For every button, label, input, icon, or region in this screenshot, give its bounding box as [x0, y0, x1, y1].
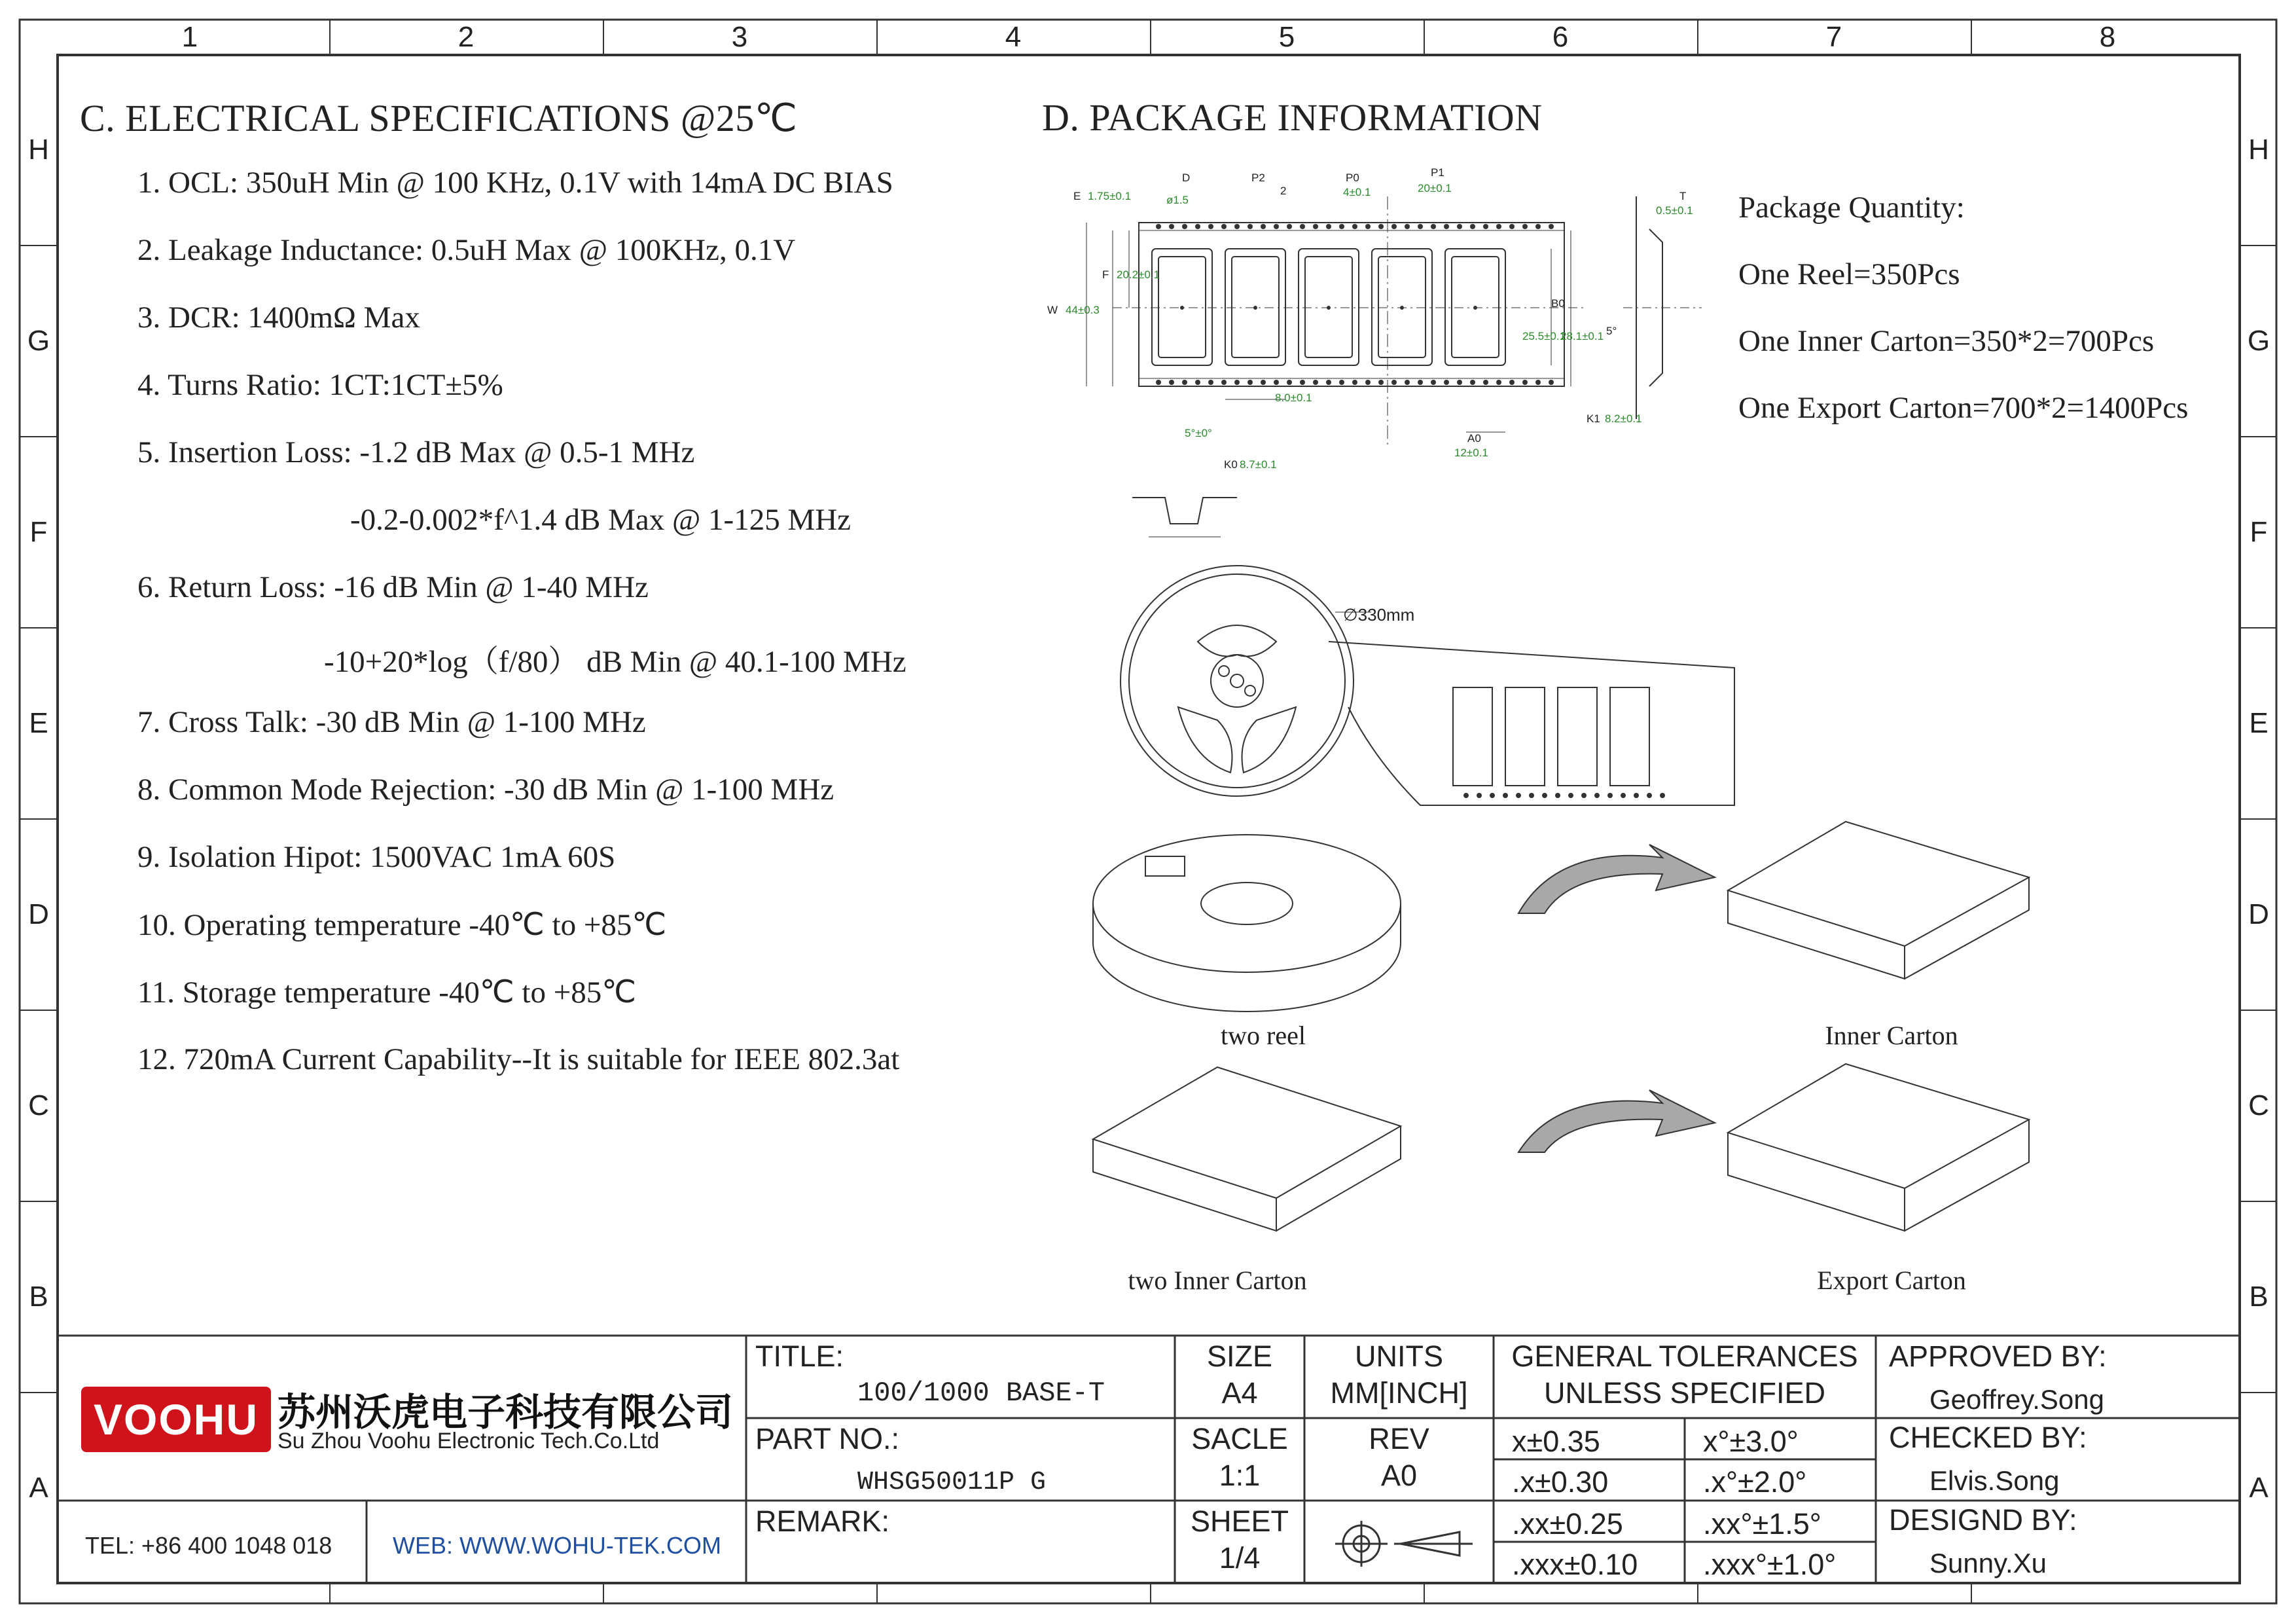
part-label: PART NO.:	[755, 1422, 900, 1455]
tolerance-header-2: UNLESS SPECIFIED	[1543, 1376, 1826, 1410]
dim-k0-value: 8.7±0.1	[1240, 458, 1277, 471]
zone-col-8: 8	[2099, 21, 2116, 53]
dim-e-value: 1.75±0.1	[1088, 190, 1132, 202]
zone-col-1: 1	[181, 21, 198, 53]
spec-item-7: 7. Cross Talk: -30 dB Min @ 1-100 MHz	[137, 705, 646, 739]
dim-k0-label: K0	[1224, 458, 1238, 471]
sheet-label: SHEET	[1190, 1504, 1289, 1538]
reel-with-tape-drawing	[1113, 563, 1741, 812]
dim-a0-value: 12±0.1	[1454, 447, 1488, 459]
dim-f-value: 20.2±0.1	[1117, 268, 1160, 281]
rev-value: A0	[1380, 1459, 1418, 1492]
dim-w-value: 44±0.3	[1066, 304, 1100, 316]
zone-row-a-right: A	[2249, 1472, 2269, 1504]
zone-row-g-right: G	[2247, 325, 2270, 357]
designed-name: Sunny.Xu	[1929, 1548, 2047, 1578]
dim-b0-value: 25.5±0.1	[1522, 330, 1566, 342]
packing-flow-row-1	[1086, 818, 2042, 1021]
package-quantity-label: Package Quantity:	[1738, 191, 1965, 225]
dim-a0-label: A0	[1467, 432, 1481, 445]
spec-item-5-cont: -0.2-0.002*f^1.4 dB Max @ 1-125 MHz	[350, 503, 852, 537]
zone-row-d-left: D	[28, 898, 49, 930]
spec-item-5: 5. Insertion Loss: -1.2 dB Max @ 0.5-1 MHz	[137, 435, 695, 469]
zone-row-h-right: H	[2248, 134, 2269, 166]
zone-col-5: 5	[1278, 21, 1295, 53]
zone-col-7: 7	[1825, 21, 1842, 53]
checked-label: CHECKED BY:	[1889, 1421, 2087, 1454]
zone-col-6: 6	[1552, 21, 1569, 53]
units-label: UNITS	[1355, 1340, 1443, 1373]
spec-item-8: 8. Common Mode Rejection: -30 dB Min @ 1-100 MHz	[137, 773, 834, 807]
spec-item-3: 3. DCR: 1400mΩ Max	[137, 301, 420, 335]
dim-p0-label: P0	[1346, 172, 1359, 184]
package-qty-inner: One Inner Carton=350*2=700Pcs	[1738, 324, 2155, 358]
spec-item-6: 6. Return Loss: -16 dB Min @ 1-40 MHz	[137, 570, 649, 604]
projection-symbol-icon	[1322, 1518, 1479, 1570]
company-name-en: Su Zhou Voohu Electronic Tech.Co.Ltd	[278, 1429, 660, 1453]
dim-p2-value: 2	[1280, 185, 1287, 197]
designed-label: DESIGND BY:	[1889, 1503, 2077, 1537]
scale-label: SACLE	[1191, 1422, 1288, 1455]
size-value: A4	[1221, 1376, 1258, 1410]
dim-k1-label: K1	[1587, 412, 1600, 425]
dim-d-label: D	[1182, 172, 1191, 184]
dim-t-label: T	[1679, 190, 1687, 202]
spec-item-11: 11. Storage temperature -40℃ to +85℃	[137, 976, 637, 1010]
zone-row-a-left: A	[29, 1472, 48, 1504]
dim-b0-label: B0	[1551, 297, 1565, 310]
package-qty-export: One Export Carton=700*2=1400Pcs	[1738, 391, 2189, 425]
zone-row-c-left: C	[28, 1089, 49, 1122]
company-tel: TEL: +86 400 1048 018	[85, 1532, 332, 1559]
dim-pitch-value: 8.0±0.1	[1275, 392, 1312, 404]
approved-name: Geoffrey.Song	[1929, 1384, 2104, 1415]
zone-row-d-right: D	[2248, 898, 2269, 930]
zone-col-3: 3	[731, 21, 748, 53]
tolerance-angular-2: .xx°±1.5°	[1703, 1507, 1821, 1541]
packing-flow-row-2	[1086, 1061, 2042, 1257]
remark-label: REMARK:	[755, 1504, 890, 1538]
spec-item-10: 10. Operating temperature -40℃ to +85℃	[137, 908, 667, 942]
tolerance-linear-1: .x±0.30	[1512, 1465, 1609, 1499]
tolerance-linear-0: x±0.35	[1512, 1425, 1600, 1458]
tolerance-linear-2: .xx±0.25	[1512, 1507, 1623, 1541]
dim-e-label: E	[1073, 190, 1081, 202]
package-heading: D. PACKAGE INFORMATION	[1042, 96, 1543, 139]
package-qty-reel: One Reel=350Pcs	[1738, 257, 1960, 291]
dim-angle: 5°±0°	[1185, 427, 1212, 439]
zone-col-4: 4	[1005, 21, 1022, 53]
dim-b0b-value: 28.1±0.1	[1560, 330, 1604, 342]
logo-text: VOOHU	[93, 1395, 259, 1444]
spec-item-6-cont: -10+20*log（f/80） dB Min @ 40.1-100 MHz	[324, 645, 906, 679]
dim-angle2: 5°	[1606, 325, 1617, 337]
spec-item-2: 2. Leakage Inductance: 0.5uH Max @ 100KHz, 0.1V	[137, 233, 796, 267]
spec-item-1: 1. OCL: 350uH Min @ 100 KHz, 0.1V with 14mA DC BIAS	[137, 166, 893, 200]
zone-row-c-right: C	[2248, 1089, 2269, 1122]
zone-row-f-right: F	[2250, 516, 2268, 548]
zone-col-2: 2	[457, 21, 475, 53]
reel-diameter-label: ∅330mm	[1343, 605, 1415, 625]
dim-t-value: 0.5±0.1	[1656, 204, 1693, 217]
label-export-carton: Export Carton	[1817, 1266, 1966, 1295]
rev-label: REV	[1369, 1422, 1429, 1455]
title-label: TITLE:	[755, 1340, 844, 1373]
label-two-inner-carton: two Inner Carton	[1128, 1266, 1307, 1295]
dim-k1-value: 8.2±0.1	[1605, 412, 1642, 425]
title-value: 100/1000 BASE-T	[857, 1377, 1105, 1409]
spec-item-9: 9. Isolation Hipot: 1500VAC 1mA 60S	[137, 840, 616, 874]
dim-d-value: ø1.5	[1166, 194, 1189, 206]
approved-label: APPROVED BY:	[1889, 1340, 2107, 1373]
units-value: MM[INCH]	[1330, 1376, 1468, 1410]
zone-row-h-left: H	[28, 134, 49, 166]
label-two-reel: two reel	[1221, 1021, 1306, 1050]
part-value: WHSG50011P G	[857, 1468, 1047, 1497]
company-logo	[81, 1387, 271, 1452]
dim-p1-value: 20±0.1	[1418, 182, 1452, 194]
tolerance-header-1: GENERAL TOLERANCES	[1511, 1340, 1858, 1373]
tolerance-angular-1: .x°±2.0°	[1703, 1465, 1807, 1499]
label-inner-carton: Inner Carton	[1825, 1021, 1958, 1050]
company-web[interactable]: WEB: WWW.WOHU-TEK.COM	[393, 1532, 721, 1559]
company-name-cn: 苏州沃虎电子科技有限公司	[278, 1391, 734, 1434]
dim-p0-value: 4±0.1	[1343, 186, 1371, 198]
tolerance-angular-3: .xxx°±1.0°	[1703, 1548, 1837, 1581]
checked-name: Elvis.Song	[1929, 1465, 2060, 1496]
scale-value: 1:1	[1219, 1459, 1261, 1492]
tolerance-angular-0: x°±3.0°	[1703, 1425, 1799, 1458]
spec-item-12: 12. 720mA Current Capability--It is suitable for IEEE 802.3at	[137, 1042, 900, 1076]
size-label: SIZE	[1206, 1340, 1273, 1373]
zone-row-e-right: E	[2249, 707, 2269, 739]
spec-item-4: 4. Turns Ratio: 1CT:1CT±5%	[137, 368, 503, 402]
zone-row-f-left: F	[29, 516, 48, 548]
sheet-value: 1/4	[1219, 1541, 1261, 1575]
zone-row-e-left: E	[29, 707, 48, 739]
dim-p2-label: P2	[1251, 172, 1265, 184]
tolerance-linear-3: .xxx±0.10	[1512, 1548, 1638, 1581]
dim-f-label: F	[1102, 268, 1109, 281]
zone-row-b-left: B	[29, 1281, 48, 1313]
electrical-heading: C. ELECTRICAL SPECIFICATIONS @25℃	[80, 97, 798, 139]
zone-row-b-right: B	[2249, 1281, 2269, 1313]
dim-p1-label: P1	[1431, 166, 1444, 179]
dim-w-label: W	[1047, 304, 1058, 316]
carrier-tape-drawing	[1047, 157, 1715, 550]
zone-row-g-left: G	[27, 325, 50, 357]
